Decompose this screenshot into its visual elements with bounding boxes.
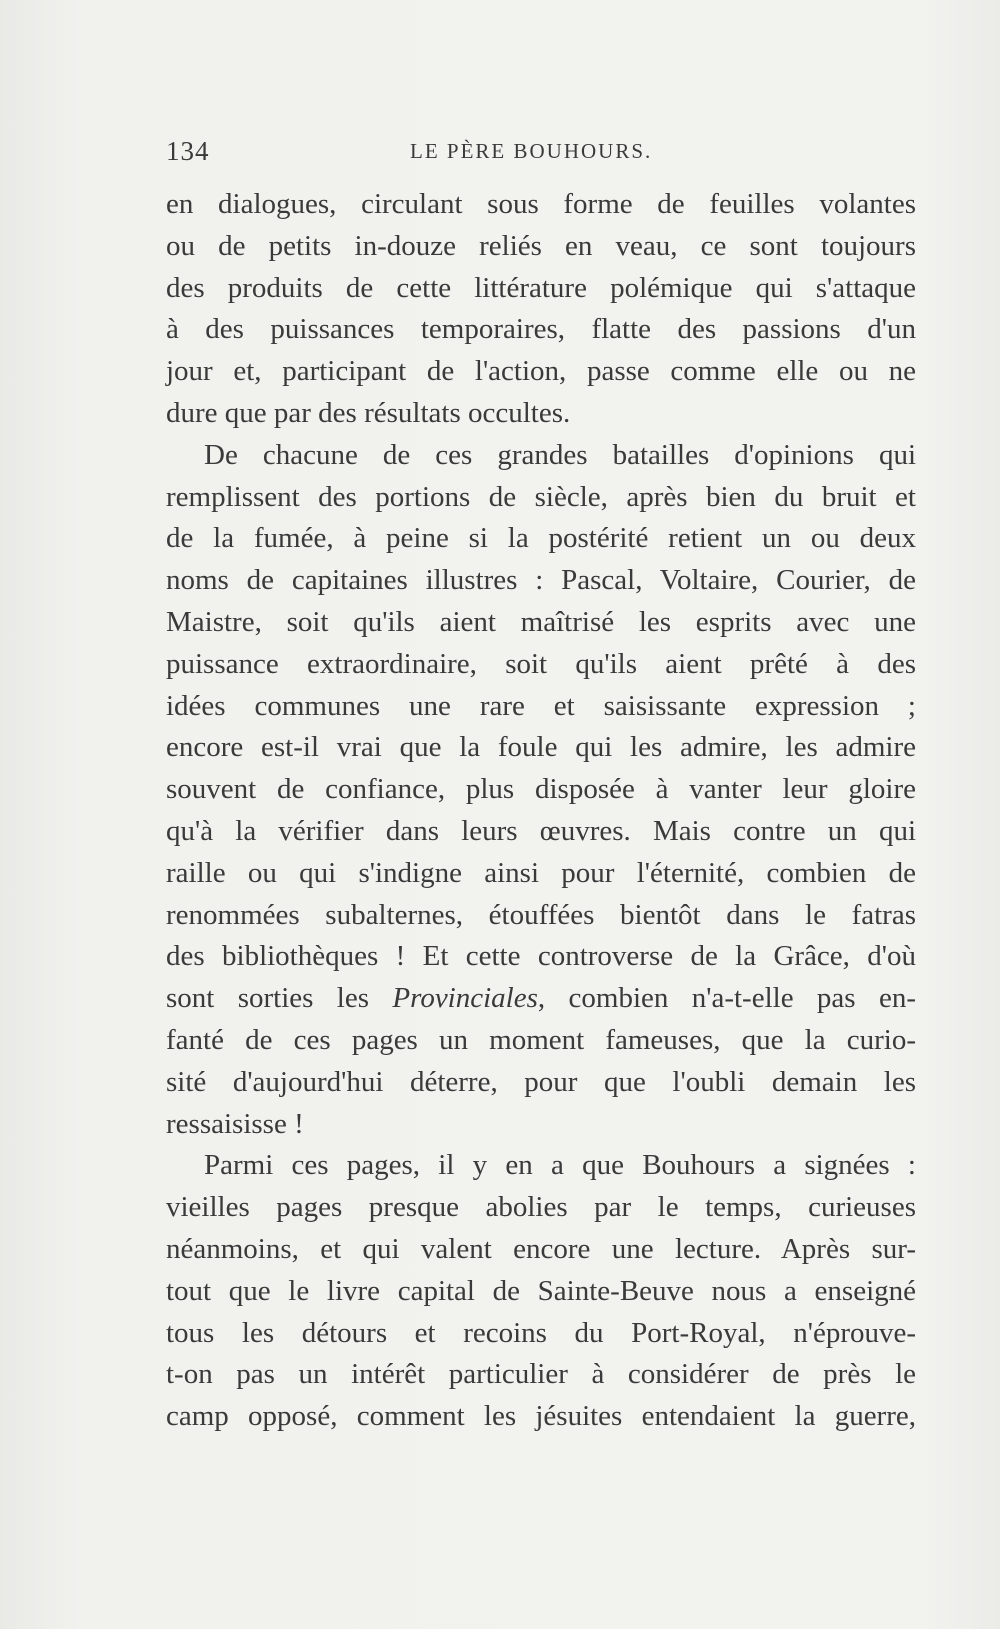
text-line: De chacune de ces grandes batailles d'opinions qui xyxy=(204,438,916,471)
page-number: 134 xyxy=(166,136,210,166)
text-line: t-on pas un intérêt particulier à considérer de près le xyxy=(166,1358,916,1391)
text-line: camp opposé, comment les jésuites entendaient la guerre, xyxy=(166,1400,916,1433)
text-line: souvent de confiance, plus disposée à vanter leur gloire xyxy=(166,773,916,806)
text-line: des produits de cette littérature polémique qui s'attaque xyxy=(166,271,916,304)
text-line: tout que le livre capital de Sainte-Beuve nous a enseigné xyxy=(166,1274,916,1307)
body-text xyxy=(166,184,916,1438)
text-line: encore est-il vrai que la foule qui les admire, les admire xyxy=(166,731,916,764)
page-header xyxy=(166,136,916,176)
running-title: LE PÈRE BOUHOURS. xyxy=(410,139,653,163)
text-line: noms de capitaines illustres : Pascal, Voltaire, Courier, de xyxy=(166,564,916,597)
text-line: remplissent des portions de siècle, après bien du bruit et xyxy=(166,480,916,513)
text-line: renommées subalternes, étouffées bientôt dans le fatras xyxy=(166,898,916,931)
text-line: en dialogues, circulant sous forme de feuilles volantes xyxy=(166,188,916,220)
italic-title: Provinciales xyxy=(392,982,538,1015)
text-line: des bibliothèques ! Et cette controverse de la Grâce, d'où xyxy=(166,940,916,973)
text-line: qu'à la vérifier dans leurs œuvres. Mais contre un qui xyxy=(166,814,916,847)
text-line: ou de petits in-douze reliés en veau, ce sont toujours xyxy=(166,229,916,262)
text-line: fanté de ces pages un moment fameuses, que la curio- xyxy=(166,1023,916,1056)
text-line: sité d'aujourd'hui déterre, pour que l'oubli demain les xyxy=(166,1065,916,1098)
text-line: Parmi ces pages, il y en a que Bouhours a signées : xyxy=(204,1149,916,1182)
text-line: jour et, participant de l'action, passe comme elle ou ne xyxy=(166,355,916,388)
text-line: raille ou qui s'indigne ainsi pour l'éternité, combien de xyxy=(166,856,916,889)
text-line: Maistre, soit qu'ils aient maîtrisé les esprits avec une xyxy=(166,605,916,638)
text-line: de la fumée, à peine si la postérité retient un ou deux xyxy=(166,522,916,555)
paragraph-3 xyxy=(166,1145,916,1438)
text-line: vieilles pages presque abolies par le temps, curieuses xyxy=(166,1191,916,1224)
text-line: à des puissances temporaires, flatte des passions d'un xyxy=(166,313,916,346)
text-line-with-title: sont sorties les Provinciales, combien n'a-t-elle pas en- xyxy=(166,982,916,1015)
text-line: ressaisisse ! xyxy=(166,1107,304,1140)
text-line: tous les détours et recoins du Port-Royal, n'éprouve- xyxy=(166,1316,916,1349)
text-line: puissance extraordinaire, soit qu'ils aient prêté à des xyxy=(166,647,916,680)
text-line: dure que par des résultats occultes. xyxy=(166,396,571,429)
paragraph-1 xyxy=(166,184,916,435)
text-line: néanmoins, et qui valent encore une lecture. Après sur- xyxy=(166,1232,916,1265)
paragraph-2 xyxy=(166,435,916,1146)
text-line: idées communes une rare et saisissante expression ; xyxy=(166,689,916,722)
